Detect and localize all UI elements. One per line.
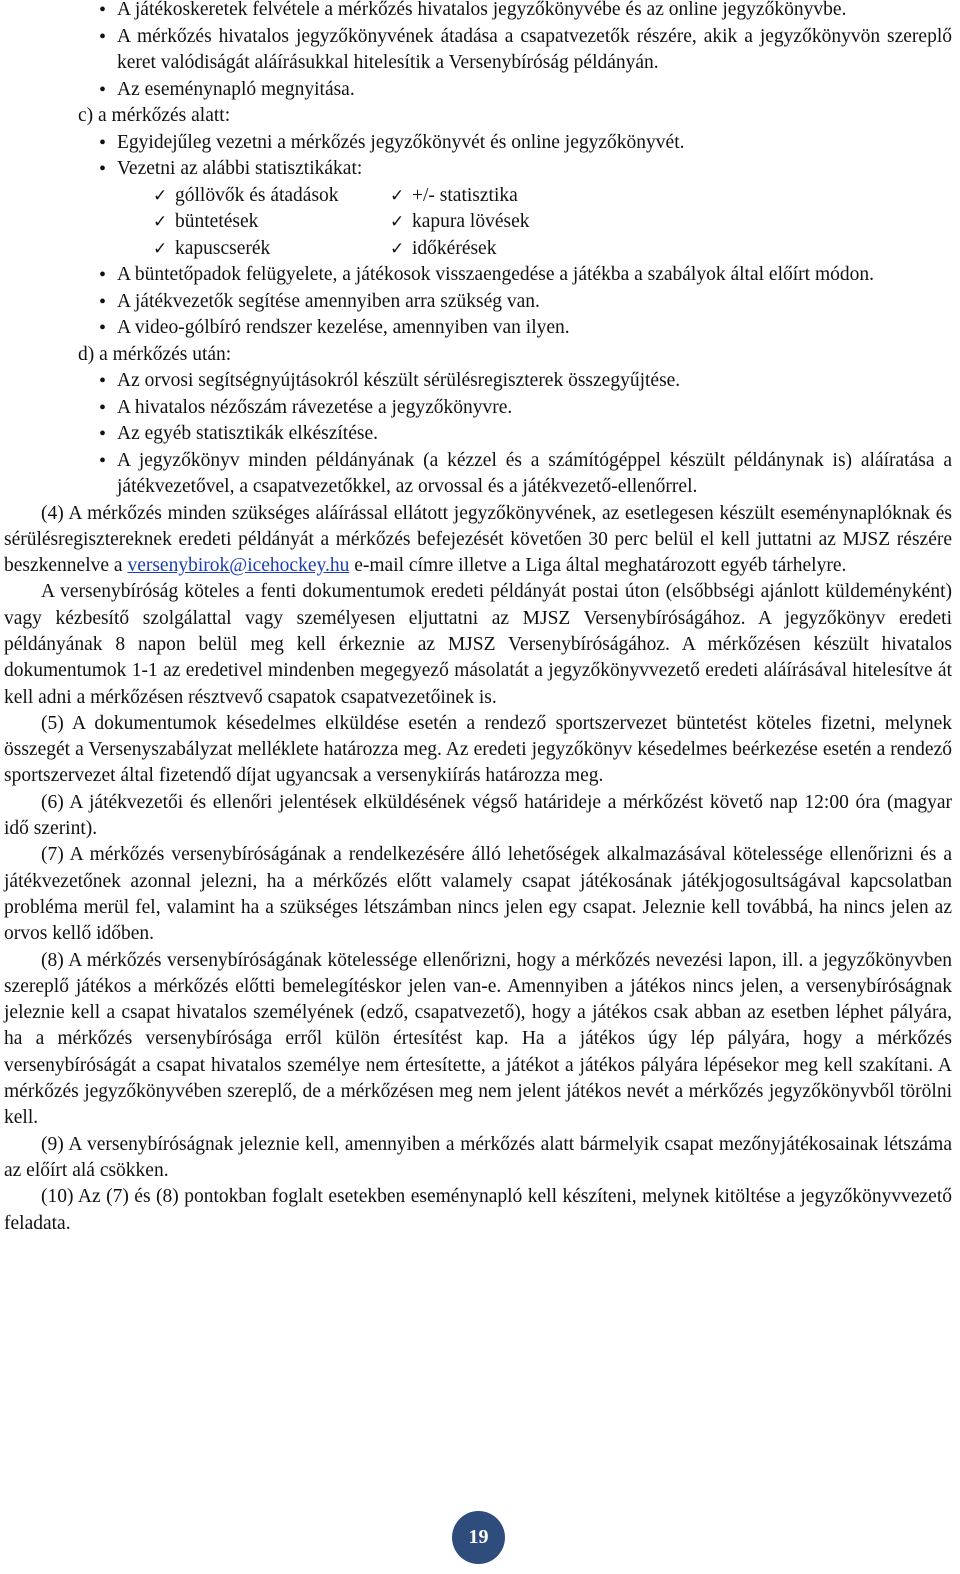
checklist-item: ✓ kapuscserék	[153, 236, 390, 263]
bullet-list-during-match-2	[4, 262, 952, 342]
checkmark-icon: ✓	[153, 238, 168, 259]
list-item: • Az eseménynapló megnyitása.	[4, 77, 952, 104]
checklist-item: ✓ büntetések	[153, 209, 390, 236]
list-item: • A video-gólbíró rendszer kezelése, amennyiben van ilyen.	[4, 315, 952, 342]
bullet-list-pre-match	[4, 0, 952, 103]
paragraph-5: (5) A dokumentumok késedelmes elküldése esetén a rendező sportszervezet büntetést köteles fizetni, melynek összegét a Versenyszabályzat melléklete határozza meg. Az eredeti jegyzőkönyv késedelmes beérkezése esetén a rendező sportszervezet által fizetendő díjat ugyancsak a versenykiírás határozza meg.	[4, 712, 952, 787]
bullet-list-post-match	[4, 368, 952, 501]
list-item: • A mérkőzés hivatalos jegyzőkönyvének átadása a csapatvezetők részére, akik a jegyzőkönyvön szereplő keret valódiságát aláírásukkal hitelesítik a Versenybíróság példányán.	[4, 24, 952, 77]
bullet-list-during-match	[4, 130, 952, 183]
email-link[interactable]: versenybirok@icehockey.hu	[127, 555, 350, 577]
list-item: • Egyidejűleg vezetni a mérkőzés jegyzőkönyvét és online jegyzőkönyvét.	[4, 130, 952, 157]
list-item: • A hivatalos nézőszám rávezetése a jegyzőkönyvre.	[4, 395, 952, 422]
checklist-item: ✓ góllövők és átadások	[153, 183, 390, 210]
checklist-item: ✓ kapura lövések	[390, 209, 690, 236]
list-item: • Az egyéb statisztikák elkészítése.	[4, 421, 952, 448]
statistics-checklist	[4, 183, 952, 263]
paragraph-10: (10) Az (7) és (8) pontokban foglalt esetekben eseménynapló kell készíteni, melynek kitöltése a jegyzőkönyvvezető feladata.	[4, 1186, 952, 1234]
section-c-heading: c) a mérkőzés alatt:	[78, 105, 231, 126]
list-item: • A játékoskeretek felvétele a mérkőzés hivatalos jegyzőkönyvébe és az online jegyzőkönyvbe.	[4, 0, 952, 24]
checkmark-icon: ✓	[390, 238, 405, 259]
section-d-heading: d) a mérkőzés után:	[78, 343, 232, 365]
checkmark-icon: ✓	[390, 212, 405, 232]
checklist-item: ✓ +/- statisztika	[390, 183, 690, 210]
paragraph-8: (8) A mérkőzés versenybíróságának kötelessége ellenőrizni, hogy a mérkőzés nevezési lapon, ill. a jegyzőkönyvben szereplő játékos a mérkőzés előtti bemelegítéskor jelen van-e. Amennyiben a játékos nincs jelen, a versenybíróságnak jeleznie kell a csapat hivatalos személyének (edző, csapatvezető), hogy a játékos csak abban az esetben léphet pályára, ha a mérkőzés versenybírósága erről külön értesítést kap. Ha a játékos úgy lép pályára, hogy a mérkőzés versenybíróságát a csapat hivatalos személye nem értesítette, a játékot a játékos pályára lépésekor meg kell szakítani. A mérkőzés jegyzőkönyvében szereplő, de a mérkőzésen meg nem jelent játékos nevét a mérkőzés jegyzőkönyvből törölni kell.	[4, 949, 952, 1129]
list-item: • Az orvosi segítségnyújtásokról készült sérülésregiszterek összegyűjtése.	[4, 368, 952, 395]
checkmark-icon: ✓	[390, 185, 405, 206]
paragraph-4: (4) A mérkőzés minden szükséges aláírással ellátott jegyzőkönyvének, az esetlegesen készült eseménynaplóknak és sérülésregisztereknek eredeti példányát a mérkőzés befejezését követően 30 perc belül el kell juttatni az MJSZ részére beszkennelve a versenybirok@icehockey.hu e-mail címre illetve a Liga által meghatározott egyéb tárhelyre.	[4, 502, 952, 577]
list-item: • Vezetni az alábbi statisztikákat:	[4, 156, 952, 183]
paragraph-6: (6) A játékvezetői és ellenőri jelentések elküldésének végső határideje a mérkőzést követő nap 12:00 óra (magyar idő szerint).	[4, 791, 952, 840]
page-number-badge: 19	[452, 1511, 505, 1564]
document-page	[4, 0, 952, 1237]
list-item: • A jegyzőkönyv minden példányának (a kézzel és a számítógéppel készült példánynak is) aláíratása a játékvezetővel, a csapatvezetőkkel, az orvossal és a játékvezető-ellenőrrel.	[4, 448, 952, 501]
paragraph-7: (7) A mérkőzés versenybíróságának a rendelkezésére álló lehetőségek alkalmazásával kötelessége ellenőrizni és a játékvezetőnek azonnal jelezni, ha a mérkőzés előtt valamely csapat játékosának játékjogosultságával kapcsolatban probléma merül fel, valamint ha a szükséges létszámban nincs jelen egy csapat. Jeleznie kell továbbá, ha nincs jelen az orvos kellő időben.	[4, 844, 952, 945]
paragraph: A versenybíróság köteles a fenti dokumentumok eredeti példányát postai úton (elsőbbségi ajánlott küldeményként) vagy kézbesítő szolgálattal vagy személyesen eljuttatni az MJSZ Versenybíróságához. A jegyzőkönyv eredeti példányának 8 napon belül meg kell érkeznie az MJSZ Versenybíróságához. A mérkőzésen készült hivatalos dokumentumok 1-1 az eredetivel mindenben megegyező másolatát a jegyzőkönyvvezető eredeti aláírásával hitelesítve át kell adni a mérkőzésen résztvevő csapatok csapatvezetőinek is.	[4, 581, 952, 708]
checkmark-icon: ✓	[153, 185, 168, 206]
checklist-item: ✓ időkérések	[390, 236, 690, 263]
checkmark-icon: ✓	[153, 212, 168, 232]
list-item: • A büntetőpadok felügyelete, a játékosok visszaengedése a játékba a szabályok által előírt módon.	[4, 262, 952, 289]
list-item: • A játékvezetők segítése amennyiben arra szükség van.	[4, 289, 952, 316]
paragraph-9: (9) A versenybíróságnak jeleznie kell, amennyiben a mérkőzés alatt bármelyik csapat mezőnyjátékosainak létszáma az előírt alá csökken.	[4, 1133, 952, 1181]
